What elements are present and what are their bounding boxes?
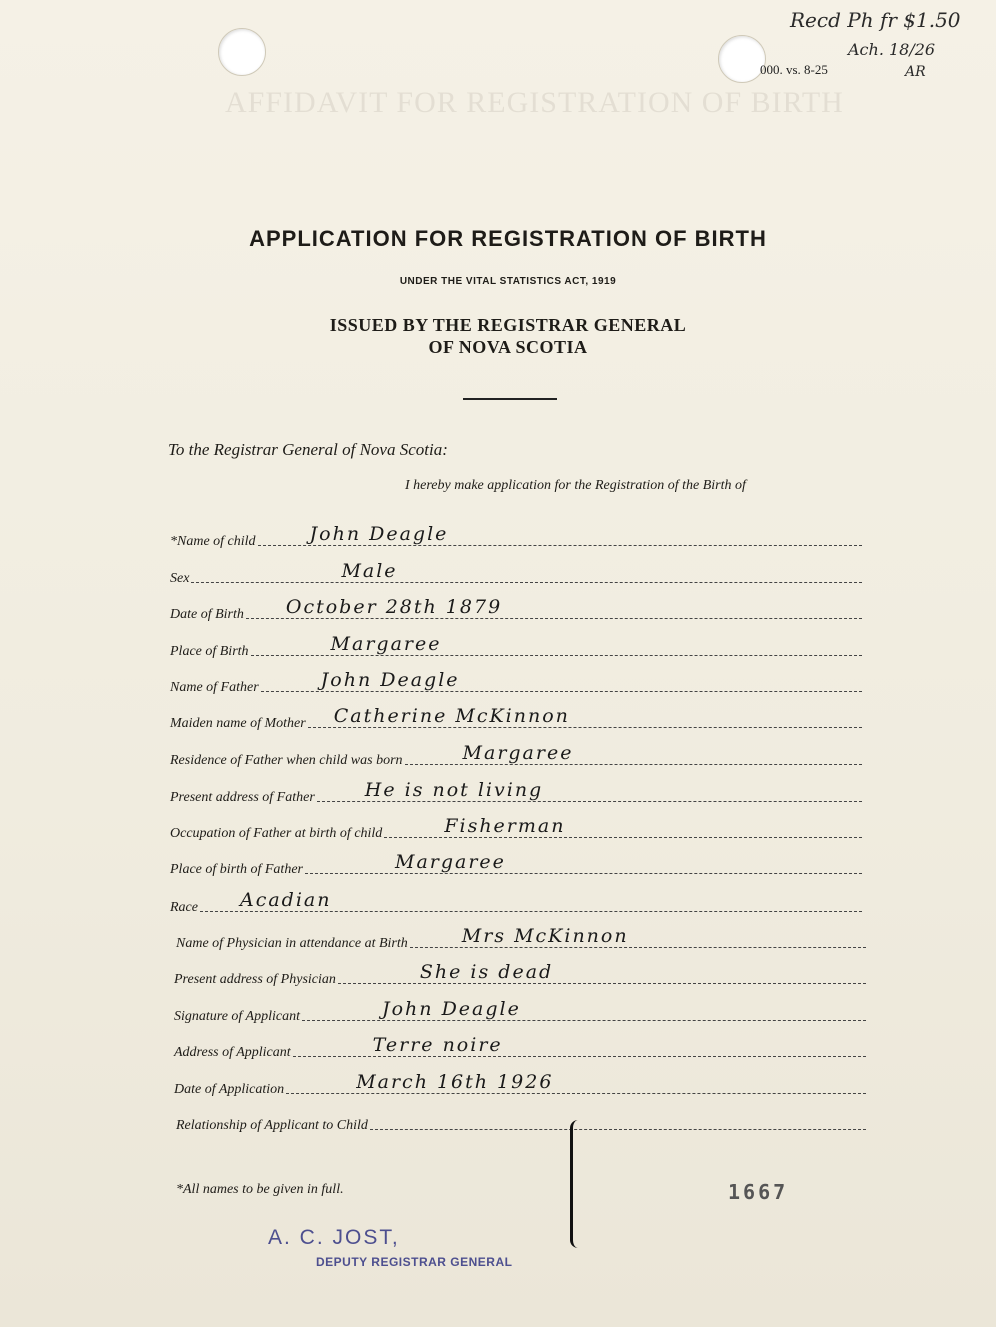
field-value: Margaree	[394, 851, 506, 873]
issuer-line-2: OF NOVA SCOTIA	[428, 337, 588, 357]
field-label: Name of Physician in attendance at Birth	[176, 936, 408, 951]
field-label: Place of birth of Father	[170, 862, 303, 877]
field-label: Occupation of Father at birth of child	[170, 826, 383, 841]
field-value: Acadian	[239, 889, 332, 911]
field-value: Margaree	[330, 633, 442, 655]
handwritten-date-note: Ach. 18/26	[848, 40, 936, 59]
punch-hole-right	[718, 35, 766, 83]
stamp-name: A. C. JOST,	[268, 1226, 400, 1249]
footnote: *All names to be given in full.	[176, 1182, 344, 1197]
field-name-of-father	[170, 669, 862, 696]
field-occupation-of-father	[170, 815, 862, 842]
form-code: 000. vs. 8-25	[760, 62, 828, 77]
field-value: He is not living	[364, 779, 544, 801]
field-line	[305, 851, 862, 874]
handwritten-bracket-mark	[570, 1120, 583, 1248]
field-sex	[170, 560, 862, 587]
issuer-line-1: ISSUED BY THE REGISTRAR GENERAL	[329, 315, 687, 335]
field-maiden-name-of-mother	[170, 705, 862, 732]
field-label: Place of Birth	[170, 644, 249, 659]
field-date-of-birth	[170, 596, 862, 623]
field-line	[405, 742, 862, 765]
field-line	[251, 633, 862, 656]
bleed-through-heading: AFFIDAVIT FOR REGISTRATION OF BIRTH	[225, 86, 844, 119]
field-value: John Deagle	[309, 523, 449, 545]
field-residence-of-father	[170, 742, 862, 769]
field-value: John Deagle	[382, 998, 521, 1020]
field-line	[191, 560, 862, 583]
field-present-address-of-father	[170, 779, 862, 806]
field-line	[258, 523, 862, 546]
field-label: Present address of Father	[170, 790, 315, 805]
field-value: Male	[341, 560, 398, 582]
field-name-of-child	[170, 523, 862, 550]
field-value: March 16th 1926	[356, 1071, 554, 1093]
field-value: Fisherman	[444, 815, 566, 837]
field-label: Maiden name of Mother	[170, 716, 306, 731]
field-value: She is dead	[419, 961, 554, 983]
field-line	[293, 1034, 866, 1057]
field-label: Signature of Applicant	[174, 1009, 300, 1024]
field-line	[338, 961, 866, 984]
field-line	[261, 669, 862, 692]
field-place-of-birth-of-father	[170, 851, 862, 878]
field-line	[384, 815, 862, 838]
field-label: Race	[170, 900, 198, 915]
divider-rule	[463, 398, 557, 400]
field-race	[170, 889, 862, 916]
field-label: Relationship of Applicant to Child	[176, 1118, 368, 1133]
field-label: Sex	[170, 571, 190, 586]
field-label: Residence of Father when child was born	[170, 753, 403, 768]
field-value: Mrs McKinnon	[461, 925, 629, 947]
handwritten-receipt-note: Recd Ph fr $1.50	[790, 8, 961, 32]
field-line	[200, 889, 862, 912]
field-relationship-of-applicant	[176, 1112, 866, 1134]
field-line	[370, 1128, 866, 1130]
field-address-of-applicant	[174, 1034, 866, 1061]
form-title: APPLICATION FOR REGISTRATION OF BIRTH	[249, 226, 767, 251]
field-place-of-birth	[170, 633, 862, 660]
field-label: Address of Applicant	[174, 1045, 291, 1060]
field-line	[308, 705, 862, 728]
field-line	[246, 596, 862, 619]
punch-hole-left	[218, 28, 266, 76]
field-value: Margaree	[462, 742, 574, 764]
field-label: *Name of child	[170, 534, 256, 549]
serial-number: 1667	[728, 1180, 789, 1204]
field-value: Catherine McKinnon	[333, 705, 570, 727]
issuer-block	[0, 314, 996, 358]
salutation: To the Registrar General of Nova Scotia:	[168, 440, 448, 459]
field-date-of-application	[174, 1071, 866, 1098]
stamp-title: DEPUTY REGISTRAR GENERAL	[316, 1255, 513, 1269]
intro-text: I hereby make application for the Registration of the Birth of	[405, 478, 746, 493]
field-value: Terre noire	[372, 1034, 503, 1056]
field-name-of-physician	[176, 925, 866, 952]
field-signature-of-applicant	[174, 998, 866, 1025]
field-label: Present address of Physician	[174, 972, 336, 987]
form-subtitle: UNDER THE VITAL STATISTICS ACT, 1919	[399, 276, 617, 287]
field-line	[317, 779, 862, 802]
field-label: Name of Father	[170, 680, 259, 695]
handwritten-initials: AR	[905, 64, 926, 80]
field-line	[302, 998, 866, 1021]
field-line	[286, 1071, 866, 1094]
field-line	[410, 925, 866, 948]
field-value: October 28th 1879	[285, 596, 503, 618]
field-value: John Deagle	[320, 669, 460, 691]
field-label: Date of Birth	[170, 607, 244, 622]
field-label: Date of Application	[174, 1082, 285, 1097]
field-present-address-of-physician	[174, 961, 866, 988]
